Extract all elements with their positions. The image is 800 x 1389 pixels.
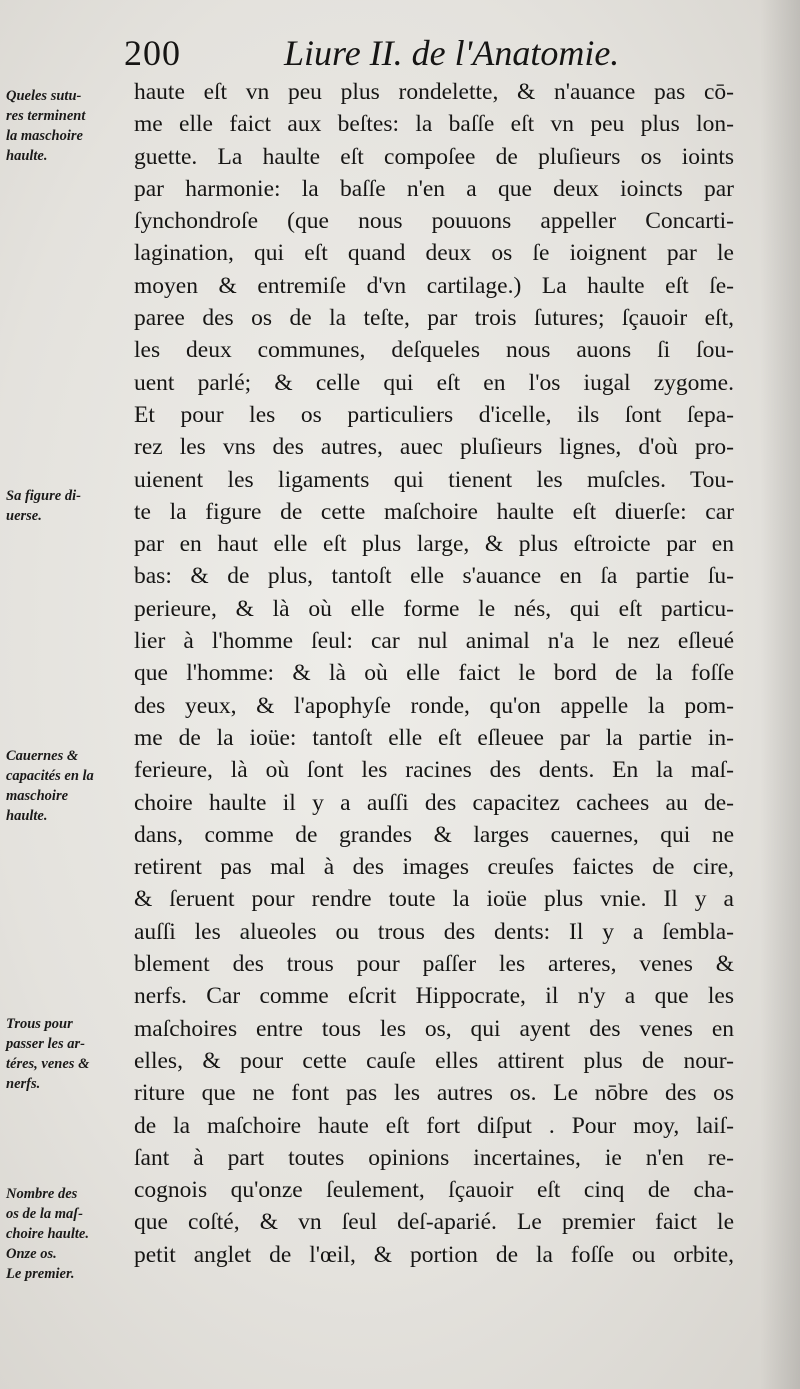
text-line: lagination, qui eſt quand deux os ſe ioignent par le [134, 240, 734, 267]
text-line: elles, & pour cette cauſe elles attirent plus de nour- [134, 1047, 734, 1074]
margin-note-number-of-bones [6, 1184, 142, 1284]
text-line: lier à l'homme ſeul: car nul animal n'a le nez eſleué [134, 628, 734, 655]
text-line: petit anglet de l'œil, & portion de la foſſe ou orbite, [134, 1241, 734, 1268]
text-line: me elle faict aux beſtes: la baſſe eſt vn peu plus lon- [134, 111, 734, 138]
text-line: moyen & entremiſe d'vn cartilage.) La haulte eſt ſe- [134, 272, 734, 299]
text-line: que l'homme: & là où elle faict le bord de la foſſe [134, 660, 734, 687]
text-line: guette. La haulte eſt compoſee de pluſieurs os ioints [134, 143, 734, 170]
margin-note-line: Onze os. [6, 1246, 57, 1262]
margin-note-line: nerfs. [6, 1076, 41, 1092]
page-number: 200 [124, 33, 181, 73]
margin-note-line: choire haulte. [6, 1226, 89, 1242]
margin-note-line: capacités en la [6, 768, 94, 784]
margin-note-line: Cauernes & [6, 748, 79, 764]
margin-note-line: la maschoire [6, 128, 83, 144]
text-line: des yeux, & l'apophyſe ronde, qu'on appelle la pom- [134, 692, 734, 719]
text-line: de la maſchoire haute eſt fort diſput . Pour moy, laiſ- [134, 1112, 734, 1139]
margin-note-line: haulte. [6, 148, 48, 164]
text-line: uienent les ligaments qui tienent les muſcles. Tou- [134, 466, 734, 493]
margin-note-line: maschoire [6, 788, 69, 804]
text-line: haute eſt vn peu plus rondelette, & n'auance pas cō- [134, 79, 734, 105]
margin-note-line: os de la maſ- [6, 1206, 83, 1222]
text-line: rez les vns des autres, auec pluſieurs lignes, d'où pro- [134, 434, 734, 461]
text-line: ſynchondroſe (que nous pouuons appeller Concarti- [134, 208, 734, 235]
text-line: maſchoires entre tous les os, qui ayent des venes en [134, 1015, 734, 1042]
margin-note-line: passer les ar- [6, 1036, 85, 1052]
margin-note-figure [6, 486, 142, 526]
margin-note-holes [6, 1014, 142, 1094]
margin-note-line: Trous pour [6, 1016, 73, 1032]
text-line: auſſi les alueoles ou trous des dents: Il y a ſembla- [134, 918, 734, 945]
margin-note-line: téres, venes & [6, 1056, 90, 1072]
page-header [0, 30, 800, 80]
text-line: ferieure, là où ſont les racines des dents. En la maſ- [134, 757, 734, 784]
text-line: par en haut elle eſt plus large, & plus eſtroicte par en [134, 531, 734, 558]
margin-note-cavities [6, 746, 142, 826]
text-line: te la figure de cette maſchoire haulte eſt diuerſe: car [134, 498, 734, 525]
margin-note-line: res terminent [6, 108, 86, 124]
text-line: blement des trous pour paſſer les arteres, venes & [134, 951, 734, 978]
margin-note-line: Le premier. [6, 1266, 75, 1282]
text-line: retirent pas mal à des images creuſes faictes de cire, [134, 854, 734, 881]
text-line: les deux communes, deſqueles nous auons ſi ſou- [134, 337, 734, 364]
text-line: nerfs. Car comme eſcrit Hippocrate, il n'y a que les [134, 983, 734, 1010]
margin-note-line: Queles sutu- [6, 88, 82, 104]
text-line: uent parlé; & celle qui eſt en l'os iugal zygome. [134, 369, 734, 396]
margin-note-line: haulte. [6, 808, 48, 824]
margin-note-line: Nombre des [6, 1186, 78, 1202]
body-text [134, 76, 734, 1271]
running-title: Liure II. de l'Anatomie. [284, 33, 620, 73]
text-line: riture que ne font pas les autres os. Le nōbre des os [134, 1080, 734, 1107]
text-line: choire haulte il y a auſſi des capacitez cachees au de- [134, 789, 734, 816]
text-line: Et pour les os particuliers d'icelle, ils ſont ſepa- [134, 401, 734, 428]
text-line: me de la ioüe: tantoſt elle eſt eſleuee par la partie in- [134, 724, 734, 751]
page-edge-shadow [760, 0, 800, 1389]
margin-note-sutures [6, 86, 142, 166]
text-line: cognois qu'onze ſeulement, ſçauoir eſt cinq de cha- [134, 1177, 734, 1204]
text-line: ſant à part toutes opinions incertaines, ie n'en re- [134, 1144, 734, 1171]
margin-note-line: uerse. [6, 508, 42, 524]
text-line: paree des os de la teſte, par trois ſutures; ſçauoir eſt, [134, 305, 734, 332]
margin-note-line: Sa figure di- [6, 488, 81, 504]
text-line: que coſté, & vn ſeul deſ-aparié. Le premier faict le [134, 1209, 734, 1236]
text-line: dans, comme de grandes & larges cauernes, qui ne [134, 821, 734, 848]
text-line: par harmonie: la baſſe n'en a que deux ioincts par [134, 175, 734, 202]
text-line: & ſeruent pour rendre toute la ioüe plus vnie. Il y a [134, 886, 734, 913]
text-line: perieure, & là où elle forme le nés, qui eſt particu- [134, 595, 734, 622]
text-line: bas: & de plus, tantoſt elle s'auance en ſa partie ſu- [134, 563, 734, 590]
